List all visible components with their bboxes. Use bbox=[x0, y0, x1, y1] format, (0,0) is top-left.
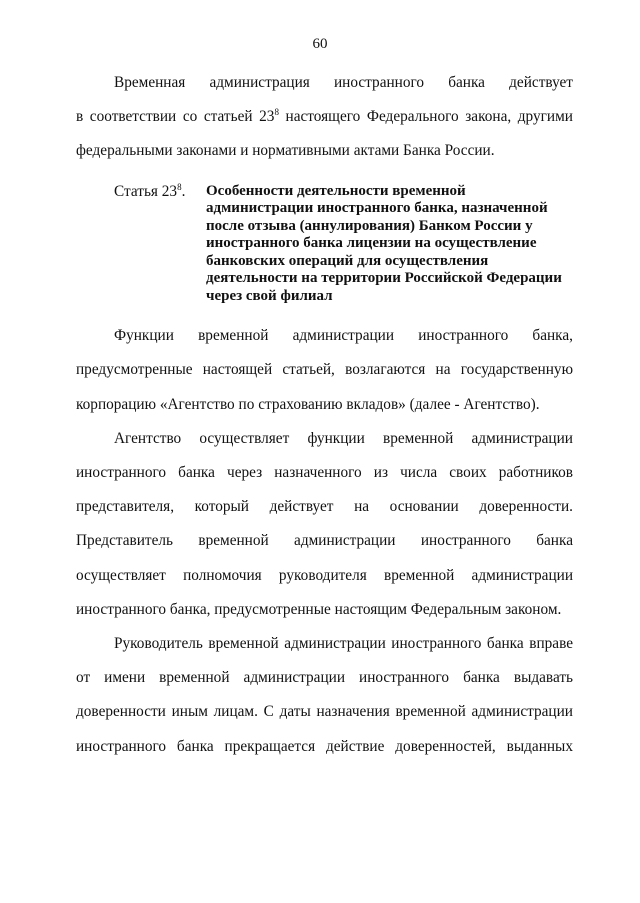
paragraph-3-line-5: осуществляет полномочия руководителя временной администрации bbox=[76, 566, 573, 584]
paragraph-3-line-1: Агентство осуществляет функции временной администрации bbox=[114, 429, 573, 447]
document-body bbox=[76, 66, 573, 764]
paragraph-3-line-3: представителя, который действует на основании доверенности. bbox=[76, 498, 573, 516]
paragraph-1-line-3: федеральными законами и нормативными актами Банка России. bbox=[76, 142, 495, 160]
paragraph-2-line-3: корпорацию «Агентство по страхованию вкладов» (далее - Агентство). bbox=[76, 395, 540, 413]
paragraph-4 bbox=[76, 627, 573, 764]
paragraph-4-line-2: от имени временной администрации иностранного банка выдавать bbox=[76, 669, 573, 687]
article-number bbox=[76, 183, 198, 306]
article-label-superscript: 8 bbox=[177, 181, 182, 192]
text-fragment: настоящего Федерального закона, другими bbox=[278, 108, 573, 126]
paragraph-2 bbox=[76, 319, 573, 422]
page-number: 60 bbox=[312, 36, 328, 52]
paragraph-4-line-1: Руководитель временной администрации иностранного банка вправе bbox=[114, 634, 573, 652]
paragraph-1-line-2 bbox=[76, 100, 573, 134]
paragraph-2-line-2: предусмотренные настоящей статьей, возлагаются на государственную bbox=[76, 361, 573, 379]
superscript: 8 bbox=[274, 107, 279, 118]
paragraph-3-line-4: Представитель временной администрации иностранного банка bbox=[76, 532, 573, 550]
article-title: Особенности деятельности временной администрации иностранного банка, назначенной после отзыва (аннулирования) Банком России у иностранного банка лицензии на осуществление банковских операций для осуществления деятельности на территории Российской Федерации через свой филиал bbox=[206, 182, 562, 304]
paragraph-4-line-4: иностранного банка прекращается действие доверенностей, выданных bbox=[76, 737, 573, 755]
paragraph-1-line-1: Временная администрация иностранного банка действует bbox=[114, 74, 573, 91]
paragraph-3-line-6: иностранного банка, предусмотренные настоящим Федеральным законом. bbox=[76, 600, 562, 618]
article-label-text: Статья 23 bbox=[114, 182, 178, 200]
paragraph-1 bbox=[76, 66, 573, 169]
text-fragment: в соответствии со статьей 23 bbox=[76, 108, 275, 126]
paragraph-3-line-2: иностранного банка через назначенного из числа своих работников bbox=[76, 463, 573, 481]
paragraph-4-line-3: доверенности иным лицам. С даты назначения временной администрации bbox=[76, 703, 573, 721]
paragraph-2-line-1: Функции временной администрации иностранного банка, bbox=[114, 327, 573, 345]
article-label-suffix: . bbox=[181, 182, 186, 200]
paragraph-3 bbox=[76, 422, 573, 627]
article-heading bbox=[76, 183, 573, 306]
